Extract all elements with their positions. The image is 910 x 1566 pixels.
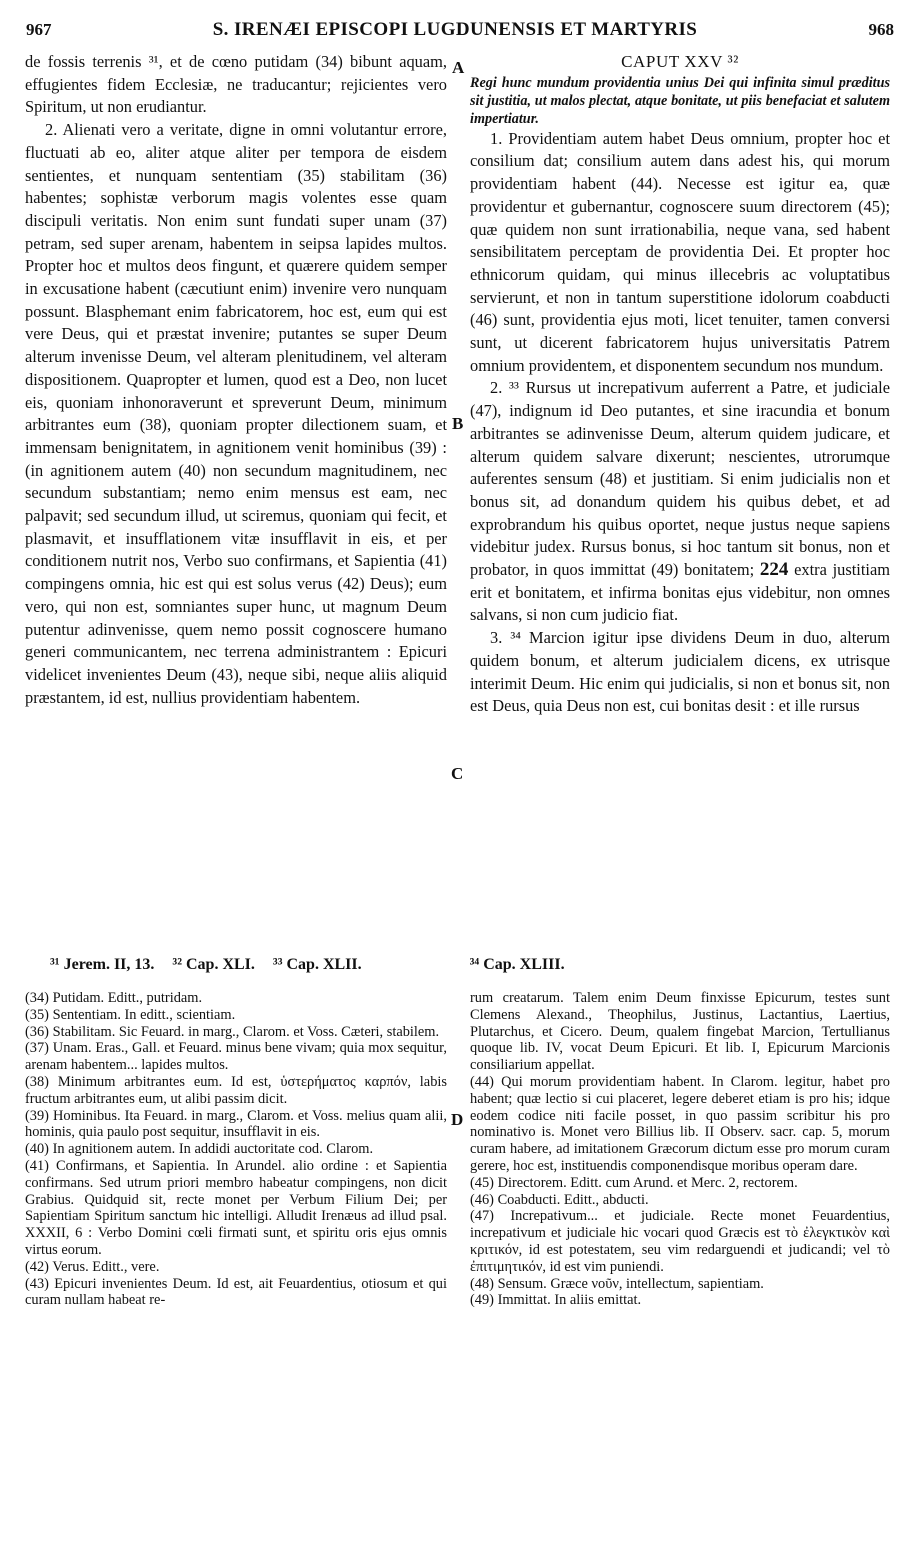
reference: ³¹ Jerem. II, 13. bbox=[50, 956, 155, 973]
footnote: (35) Sententiam. In editt., scientiam. bbox=[25, 1006, 236, 1023]
reference: ³² Cap. XLI. bbox=[172, 956, 255, 973]
footnote: (41) Confirmans, et Sapientia. In Arundel. alio ordine : et Sapientia confirmans. Sed utrum priori membro habeatur compingens, non dicit Grabius. Quidquid sit, recte monet per Verbum Filium Dei; per Sapientiam Spiritum sanctum hic intelligi. Alludit Irenæus ad illud psal. XXXII, 6 : Verbo Domini cœli firmati sunt, et spiritu oris ejus omnis virtus eorum. bbox=[25, 1157, 447, 1258]
paragraph-text: extra justitiam erit et bonitatem, et infirma bonitas ejus videbitur, non omnes salvans, si non cum judicio fiat. bbox=[470, 560, 890, 625]
paragraph: 1. Providentiam autem habet Deus omnium, propter hoc et consilium dat; consilium autem dans adest his, qui morum providentiam habent (44). Necesse est igitur ea, quæ providentur et gubernantur, cognoscere suum directorem (45); quæ quidem non sunt irrationabilia, neque vana, sed habent sensibilitatem perceptam de providentia Dei. Et propter hoc ethnicorum quidam, qui minus illecebris ac voluptatibus servierunt, et non in tantum superstitione idolorum coabducti (46) sunt, providentia ejus moti, licet tenuiter, tamen conversi sunt, ut dicerent fabricatorem hujus universitatis Patrem omnium providentem, et disponentem secundum nos mundum. bbox=[470, 128, 890, 375]
footnote: (39) Hominibus. Ita Feuard. in marg., Clarom. et Voss. melius quam alii, hominis, quia paulo post sequitur, insufflavit in eis. bbox=[25, 1107, 447, 1141]
footnote: (37) Unam. Eras., Gall. et Feuard. minus bene vivam; quia mox sequitur, arenam habentem... lapides multos. bbox=[25, 1040, 447, 1074]
footnote: (49) Immittat. In aliis emittat. bbox=[470, 1292, 642, 1309]
footnote: (46) Coabducti. Editt., abducti. bbox=[470, 1191, 649, 1208]
chapter-heading: CAPUT XXV ³² bbox=[621, 52, 739, 71]
margin-letter-a: A bbox=[452, 58, 465, 77]
footnote: (44) Qui morum providentiam habent. In Clarom. legitur, habet pro habent; quæ lectio si cui placeret, legere deberet etiam is pro his; idque eodem codice niti facile posset, in quo passim scribitur his pro nominativo is. Monet vero Billius lib. II Observ. sacr. cap. 5, morum curam habere, ad imitationem Græcorum dictum esse pro morum curam gerere, hoc est, instituendis componendisque moribus operam dare. bbox=[470, 1073, 890, 1174]
page-number-left: 967 bbox=[26, 20, 52, 39]
footnote: (36) Stabilitam. Sic Feuard. in marg., Clarom. et Voss. Cæteri, stabilem. bbox=[25, 1023, 440, 1040]
column-number: 224 bbox=[759, 559, 789, 581]
margin-letter-d: D bbox=[451, 1110, 464, 1129]
footnote: (34) Putidam. Editt., putridam. bbox=[25, 990, 203, 1006]
footnote: rum creatarum. Talem enim Deum finxisse Epicurum, testes sunt Clemens Alexand., Theophilus, Justinus, Lactantius, Laertius, Plutarchus, et Cicero. Deum, qualem fingebat Marcion, Tertullianus quoque lib. IV, vocat Deum Epicuri. Et lib. I, Epicurum Marcionis consiliarium appellat. bbox=[470, 990, 890, 1074]
paragraph: 2. Alienati vero a veritate, digne in omni volutantur errore, fluctuati ab eo, aliter atque aliter per tempora de eisdem sentientes, et nunquam sententiam (35) stabilitam (36) habentes; sophistæ verborum magis volentes esse quam discipuli veritatis. Non enim sunt fundati super unam (37) petram, sed super arenam, habentem in seipsa lapides multos. Propter hoc et multos deos fingunt, et quærere quidem semper in excusatione habent (cæcutiunt enim) invenire vero nunquam possunt. Blasphemant enim fabricatorem, hoc est, eum qui est vere Deus, qui et præstat invenire; putantes se super Deum alterum invenisse Deum, vel alteram plenitudinem, vel alteram dispositionem. Quapropter et lumen, quod est a Deo, non lucet eis, quoniam inhonoraverunt et spreverunt Deum, minimum arbitrantes eum (38), quoniam propter dilectionem suam, et immensam benignitatem, in agnitionem venit hominibus (39) : (in agnitionem autem (40) non secundum magnitudinem, nec secundum substantiam; nemo enim mensus est eam, nec palpavit; sed secundum illud, ut sciremus, quoniam qui fecit, et plasmavit, et insufflationem vitæ insufflavit in eis, et per conditionem nutrit nos, Verbo suo confirmans, et Sapientia (41) compingens omnia, hic est qui est solus verus (42) Deus); eum vero, qui non est, somniantes super hunc, ut magnum Deum putentur adinvenisse, quem nemo possit cognoscere humano generi communicantem, nec terrena administrantem : Epicuri videlicet invenientes Deum (43), neque sibi, neque aliis aliquid præstantem, id est, nullius providentiam habentem. bbox=[25, 120, 447, 707]
footnote: (43) Epicuri invenientes Deum. Id est, ait Feuardentius, otiosum et qui curam nullam habeat re- bbox=[25, 1275, 447, 1309]
footnotes-right bbox=[470, 990, 890, 1309]
margin-letter-b: B bbox=[452, 414, 464, 433]
running-title: S. IRENÆI EPISCOPI LUGDUNENSIS ET MARTYRIS bbox=[212, 19, 698, 40]
page-number-right: 968 bbox=[868, 20, 894, 39]
footnote: (40) In agnitionem autem. In addidi auctoritate cod. Clarom. bbox=[25, 1141, 374, 1158]
footnote: (42) Verus. Editt., vere. bbox=[25, 1258, 160, 1275]
left-column bbox=[25, 51, 447, 709]
reference: ³³ Cap. XLII. bbox=[272, 956, 362, 973]
footnote: (47) Increpativum... et judiciale. Recte monet Feuardentius, increpativum et judiciale hic vocari quod Græcis est τὸ ἐλεγκτικὸν καὶ κριτικόν, id est potestatem, seu vim redarguendi et judicandi; vel τὸ ἐπιτιμητικόν, id est vim puniendi. bbox=[470, 1208, 890, 1275]
margin-letter-c: C bbox=[451, 764, 464, 783]
paragraph bbox=[470, 377, 890, 627]
paragraph: de fossis terrenis ³¹, et de cœno putidam (34) bibunt aquam, effugientes fidem Ecclesiæ, ne traducantur; rejicientes vero Spiritum, ut non erudiantur. bbox=[25, 52, 447, 117]
page-header bbox=[0, 0, 910, 40]
footnote: (38) Minimum arbitrantes eum. Id est, ὑστερήματος καρπόν, labis fructum arbitrantes eum, ut alibi passim dicit. bbox=[25, 1073, 447, 1107]
paragraph-text: 2. ³³ Rursus ut increpativum auferrent a Patre, et judiciale (47), indignum id Deo putantes, et sine iracundia et bonum arbitrantes se adinvenisse Deum, alterum quidem judicare, et alterum quidem salvare dixerunt; nescientes, utrorumque auferentes sensum (48) et justitiam. Si enim judicialis non et bonus sit, ad donandum quidem his quibus debet, et ad exprobrandum his quibus oportet, neque justus neque sapiens videbitur judex. Rursus bonus, si hoc tantum sit bonus, non et probator, in quos immittat (49) bonitatem; bbox=[470, 378, 890, 580]
footnotes-left bbox=[25, 990, 447, 1309]
footnote: (45) Directorem. Editt. cum Arund. et Merc. 2, rectorem. bbox=[470, 1174, 798, 1191]
reference: ³⁴ Cap. XLIII. bbox=[469, 956, 565, 973]
right-column bbox=[470, 51, 890, 718]
scripture-references bbox=[50, 956, 895, 974]
paragraph: 3. ³⁴ Marcion igitur ipse dividens Deum in duo, alterum quidem bonum, et alterum judicialem dicens, ex utrisque interimit Deum. Hic enim qui judicialis, si non et bonus sit, non est Deus, quia Deus non est, cui bonitas desit : et ille rursus bbox=[470, 628, 890, 716]
footnote: (48) Sensum. Græce νοῦν, intellectum, sapientiam. bbox=[470, 1275, 764, 1292]
chapter-summary: Regi hunc mundum providentia unius Dei qui infinita simul præditus sit justitia, ut malos plectat, atque bonitate, ut piis benefaciat et salutem impertiatur. bbox=[470, 74, 890, 127]
